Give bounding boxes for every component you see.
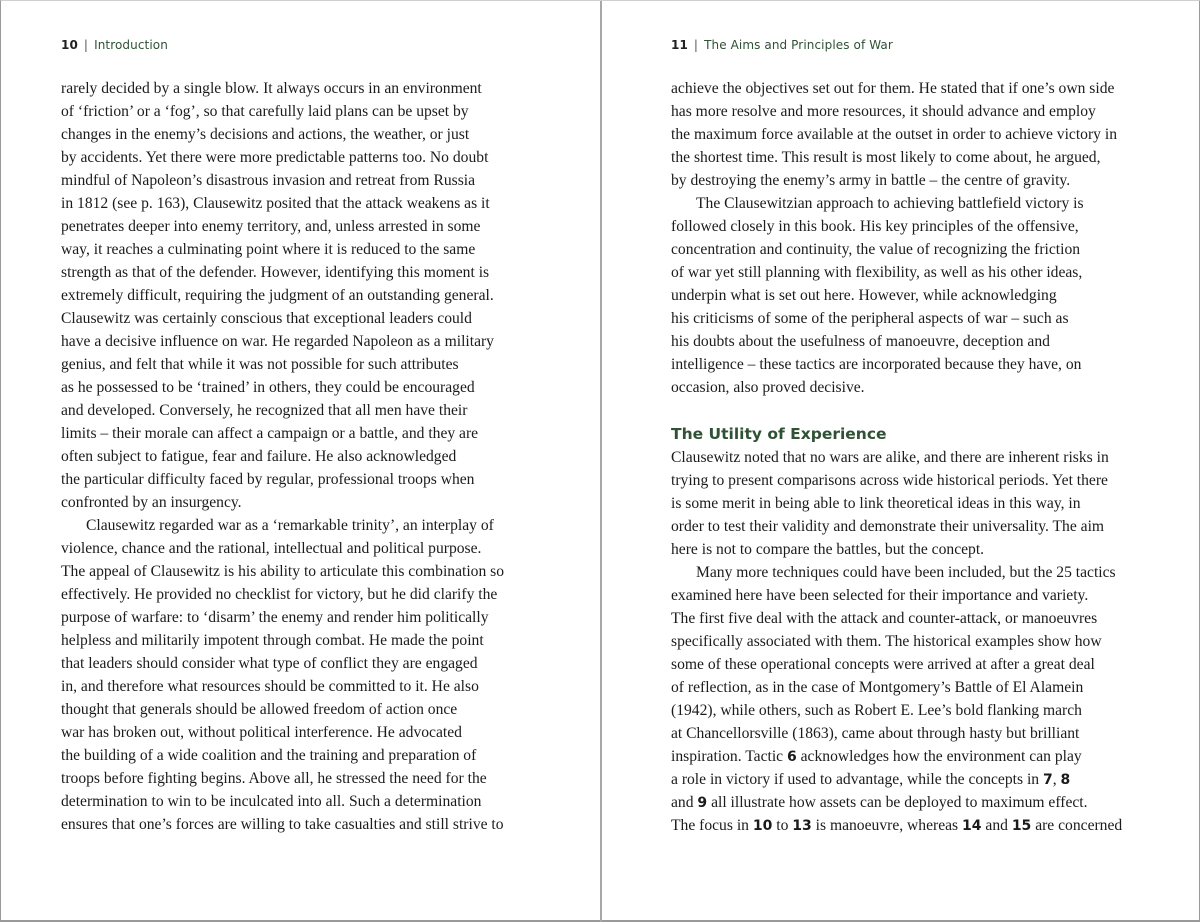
text-line: have a decisive influence on war. He regarded Napoleon as a military xyxy=(61,333,494,350)
text-line: thought that generals should be allowed freedom of action once xyxy=(61,701,458,718)
right-running-head xyxy=(671,38,893,52)
text-line: strength as that of the defender. However, identifying this moment is xyxy=(61,264,490,281)
text-line: concentration and continuity, the value of recognizing the friction xyxy=(671,241,1081,258)
text-run: and xyxy=(981,817,1012,834)
text-line: of war yet still planning with flexibility, as well as his other ideas, xyxy=(671,264,1083,281)
right-page xyxy=(671,1,1151,920)
text-line: in 1812 (see p. 163), Clausewitz posited that the attack weakens as it xyxy=(61,195,490,212)
text-line: his criticisms of some of the peripheral aspects of war – such as xyxy=(671,310,1069,327)
text-line: penetrates deeper into enemy territory, and, unless arrested in some xyxy=(61,218,481,235)
left-running-head xyxy=(61,38,168,52)
chapter-title: Introduction xyxy=(94,38,168,52)
text-run: , xyxy=(1052,771,1061,788)
text-line: of ‘friction’ or a ‘fog’, so that carefully laid plans can be upset by xyxy=(61,103,469,120)
text-line: at Chancellorsville (1863), came about through hasty but brilliant xyxy=(671,725,1080,742)
text-line: in, and therefore what resources should be committed to it. He also xyxy=(61,678,479,695)
text-line: as he possessed to be ‘trained’ in others, they could be encouraged xyxy=(61,379,475,396)
paragraph-first-line: The Clausewitzian approach to achieving battlefield victory is xyxy=(696,195,1084,212)
text-line: The appeal of Clausewitz is his ability to articulate this combination so xyxy=(61,563,505,580)
text-line: troops before fighting begins. Above all, he stressed the need for the xyxy=(61,770,487,787)
text-line: examined here have been selected for their importance and variety. xyxy=(671,587,1089,604)
text-line: purpose of warfare: to ‘disarm’ the enemy and render him politically xyxy=(61,609,489,626)
text-line: some of these operational concepts were arrived at after a great deal xyxy=(671,656,1095,673)
text-line: often subject to fatigue, fear and failure. He also acknowledged xyxy=(61,448,457,465)
text-run: all illustrate how assets can be deployed to maximum effect. xyxy=(707,794,1088,811)
text-line: trying to present comparisons across wide historical periods. Yet there xyxy=(671,472,1108,489)
text-line: occasion, also proved decisive. xyxy=(671,379,865,396)
paragraph-first-line: Many more techniques could have been included, but the 25 tactics xyxy=(696,564,1116,581)
text-line: war has broken out, without political interference. He advocated xyxy=(61,724,462,741)
text-line: the building of a wide coalition and the training and preparation of xyxy=(61,747,477,764)
text-line: genius, and felt that while it was not possible for such attributes xyxy=(61,356,459,373)
text-line: The first five deal with the attack and counter-attack, or manoeuvres xyxy=(671,610,1098,627)
text-line: here is not to compare the battles, but the concept. xyxy=(671,541,985,558)
text-line: confronted by an insurgency. xyxy=(61,494,242,511)
paragraph-first-line: Clausewitz regarded war as a ‘remarkable trinity’, an interplay of xyxy=(86,517,494,534)
text-line: changes in the enemy’s decisions and actions, the weather, or just xyxy=(61,126,470,143)
text-line: and developed. Conversely, he recognized that all men have their xyxy=(61,402,468,419)
text-line: the maximum force available at the outset in order to achieve victory in xyxy=(671,126,1117,143)
text-line: followed closely in this book. His key principles of the offensive, xyxy=(671,218,1079,235)
text-run: The focus in xyxy=(671,817,753,834)
text-run: a role in victory if used to advantage, while the concepts in xyxy=(671,771,1043,788)
tactic-number: 10 xyxy=(752,818,773,834)
text-line xyxy=(671,768,1151,791)
header-separator: | xyxy=(693,38,699,52)
text-line: order to test their validity and demonstrate their universality. The aim xyxy=(671,518,1105,535)
tactic-number: 8 xyxy=(1060,772,1071,788)
text-line: by accidents. Yet there were more predictable patterns too. No doubt xyxy=(61,149,489,166)
text-line: mindful of Napoleon’s disastrous invasion and retreat from Russia xyxy=(61,172,476,189)
text-line: his doubts about the usefulness of manoeuvre, deception and xyxy=(671,333,1050,350)
text-line: Clausewitz noted that no wars are alike, and there are inherent risks in xyxy=(671,449,1109,466)
page-number: 10 xyxy=(61,38,78,52)
header-separator: | xyxy=(83,38,89,52)
right-body-text xyxy=(671,77,1151,837)
text-line: helpless and militarily impotent through combat. He made the point xyxy=(61,632,484,649)
text-line: effectively. He provided no checklist for victory, but he did clarify the xyxy=(61,586,498,603)
text-line: the shortest time. This result is most likely to come about, he argued, xyxy=(671,149,1101,166)
text-line: (1942), while others, such as Robert E. Lee’s bold flanking march xyxy=(671,702,1082,719)
text-line: ensures that one’s forces are willing to take casualties and still strive to xyxy=(61,816,504,833)
text-line: of reflection, as in the case of Montgomery’s Battle of El Alamein xyxy=(671,679,1084,696)
text-line: that leaders should consider what type of conflict they are engaged xyxy=(61,655,478,672)
text-run: inspiration. Tactic xyxy=(671,748,787,765)
text-run: to xyxy=(772,817,793,834)
text-run: and xyxy=(671,794,698,811)
left-body-text xyxy=(61,77,541,836)
tactic-number: 9 xyxy=(697,795,708,811)
text-line xyxy=(671,791,1151,814)
section-heading: The Utility of Experience xyxy=(671,425,887,443)
tactic-number: 14 xyxy=(962,818,982,834)
text-line: achieve the objectives set out for them. He stated that if one’s own side xyxy=(671,80,1115,97)
text-run: is manoeuvre, whereas xyxy=(811,817,963,834)
tactic-number: 6 xyxy=(786,749,797,765)
tactic-number: 15 xyxy=(1011,818,1032,834)
text-line: is some merit in being able to link theoretical ideas in this way, in xyxy=(671,495,1081,512)
text-line xyxy=(671,814,1151,837)
page-number: 11 xyxy=(671,38,688,52)
text-line: violence, chance and the rational, intellectual and political purpose. xyxy=(61,540,482,557)
left-page xyxy=(61,1,541,920)
text-line: underpin what is set out here. However, while acknowledging xyxy=(671,287,1057,304)
text-line: the particular difficulty faced by regular, professional troops when xyxy=(61,471,475,488)
tactic-number: 13 xyxy=(792,818,812,834)
page-gutter-divider xyxy=(600,1,602,922)
text-run: acknowledges how the environment can play xyxy=(796,748,1082,765)
text-line xyxy=(671,745,1151,768)
text-line: limits – their morale can affect a campaign or a battle, and they are xyxy=(61,425,479,442)
text-line: has more resolve and more resources, it should advance and employ xyxy=(671,103,1096,120)
text-line: intelligence – these tactics are incorporated because they have, on xyxy=(671,356,1082,373)
text-line: extremely difficult, requiring the judgment of an outstanding general. xyxy=(61,287,494,304)
chapter-title: The Aims and Principles of War xyxy=(704,38,893,52)
text-line: by destroying the enemy’s army in battle – the centre of gravity. xyxy=(671,172,1071,189)
text-run: are concerned xyxy=(1031,817,1123,834)
text-line: determination to win to be inculcated into all. Such a determination xyxy=(61,793,482,810)
text-line: rarely decided by a single blow. It always occurs in an environment xyxy=(61,80,482,97)
text-line: Clausewitz was certainly conscious that exceptional leaders could xyxy=(61,310,472,327)
text-line: way, it reaches a culminating point where it is reduced to the same xyxy=(61,241,476,258)
text-line: specifically associated with them. The historical examples show how xyxy=(671,633,1102,650)
tactic-number: 7 xyxy=(1042,772,1053,788)
